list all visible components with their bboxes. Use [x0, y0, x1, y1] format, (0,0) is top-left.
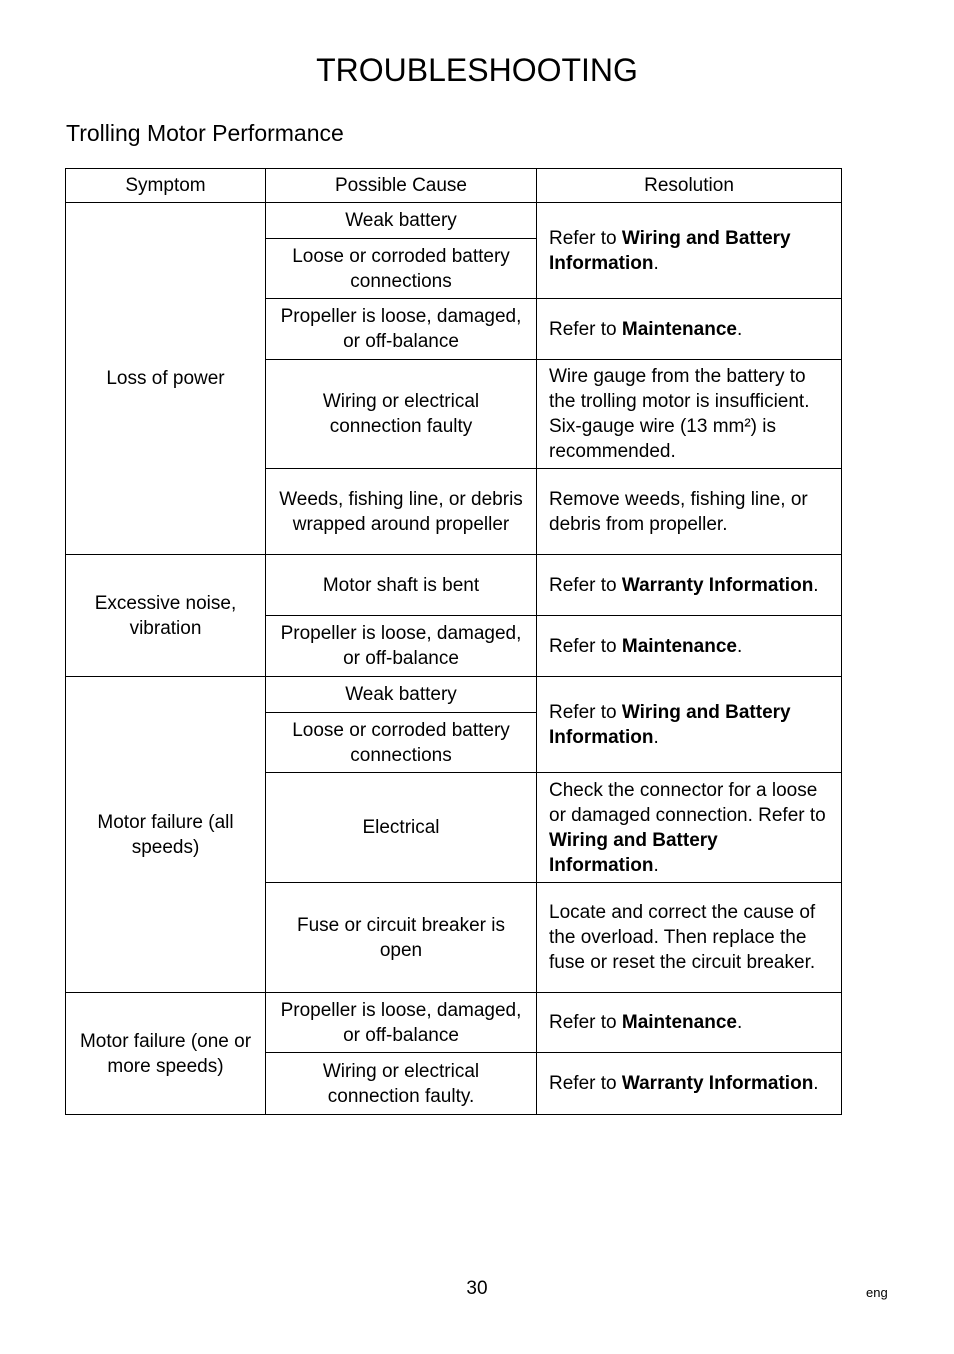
resolution-cell: Refer to Maintenance.: [537, 616, 842, 677]
cause-cell: Weak battery: [266, 203, 537, 239]
resolution-cell: Refer to Wiring and Battery Information.: [537, 203, 842, 299]
symptom-cell: Motor failure (all speeds): [66, 677, 266, 993]
resolution-cell: Refer to Wiring and Battery Information.: [537, 677, 842, 773]
table-row: [66, 993, 842, 1053]
table-header-row: [66, 169, 842, 203]
header-possible-cause: Possible Cause: [266, 169, 537, 203]
page-title: TROUBLESHOOTING: [316, 52, 638, 88]
symptom-cell: Excessive noise, vibration: [66, 555, 266, 677]
cause-cell: Loose or corroded battery connections: [266, 713, 537, 773]
cause-cell: Electrical: [266, 773, 537, 883]
cause-cell: Weak battery: [266, 677, 537, 713]
cause-cell: Propeller is loose, damaged, or off-balance: [266, 299, 537, 360]
language-code: eng: [866, 1285, 888, 1300]
cause-cell: Weeds, fishing line, or debris wrapped around propeller: [266, 469, 537, 555]
header-symptom: Symptom: [66, 169, 266, 203]
cause-cell: Motor shaft is bent: [266, 555, 537, 616]
cause-cell: Loose or corroded battery connections: [266, 239, 537, 299]
resolution-cell: Check the connector for a loose or damaged connection. Refer to Wiring and Battery Information.: [537, 773, 842, 883]
resolution-cell: Refer to Warranty Information.: [537, 1053, 842, 1115]
table-row: [66, 203, 842, 239]
symptom-cell: Loss of power: [66, 203, 266, 555]
table-row: [66, 677, 842, 713]
table-row: [66, 555, 842, 616]
cause-cell: Propeller is loose, damaged, or off-balance: [266, 993, 537, 1053]
resolution-cell: Refer to Warranty Information.: [537, 555, 842, 616]
header-resolution: Resolution: [537, 169, 842, 203]
cause-cell: Wiring or electrical connection faulty: [266, 360, 537, 469]
cause-cell: Propeller is loose, damaged, or off-balance: [266, 616, 537, 677]
resolution-cell: Refer to Maintenance.: [537, 299, 842, 360]
symptom-cell: Motor failure (one or more speeds): [66, 993, 266, 1115]
resolution-cell: Locate and correct the cause of the overload. Then replace the fuse or reset the circuit breaker.: [537, 883, 842, 993]
troubleshooting-table: [65, 168, 842, 1115]
page-number: 30: [466, 1278, 488, 1299]
resolution-cell: Remove weeds, fishing line, or debris from propeller.: [537, 469, 842, 555]
section-title: Trolling Motor Performance: [66, 120, 344, 146]
cause-cell: Wiring or electrical connection faulty.: [266, 1053, 537, 1115]
resolution-cell: Refer to Maintenance.: [537, 993, 842, 1053]
cause-cell: Fuse or circuit breaker is open: [266, 883, 537, 993]
resolution-cell: Wire gauge from the battery to the trolling motor is insufficient. Six-gauge wire (13 mm²) is recommended.: [537, 360, 842, 469]
